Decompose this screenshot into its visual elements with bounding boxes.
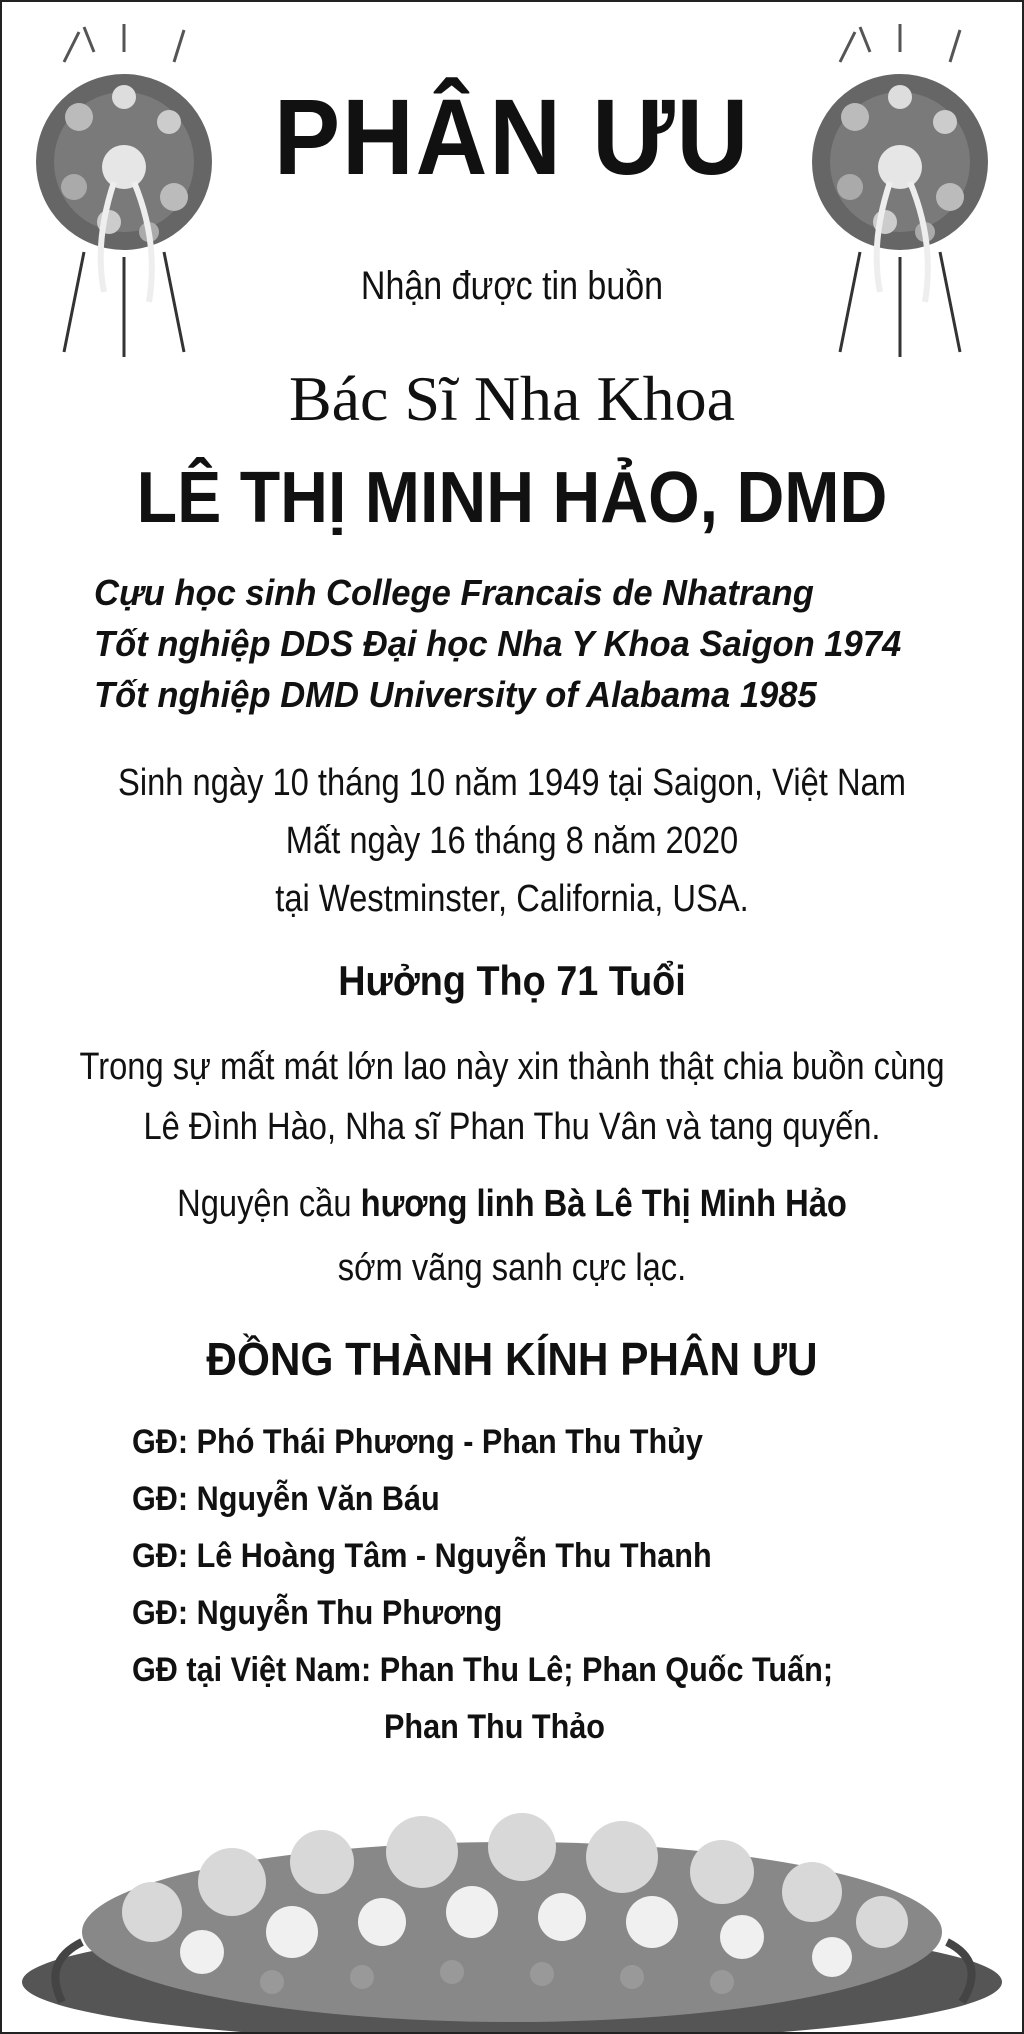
family-item: GĐ tại Việt Nam: Phan Thu Lê; Phan Quốc Tuấn;: [132, 1651, 834, 1689]
education-item: Tốt nghiệp DMD University of Alabama 1985: [94, 674, 817, 715]
education-item: Tốt nghiệp DDS Đại học Nha Y Khoa Saigon 1974: [94, 623, 902, 664]
notice-title: PHÂN ƯU: [273, 76, 751, 197]
birth-line: Sinh ngày 10 tháng 10 năm 1949 tại Saigon, Việt Nam: [118, 762, 906, 804]
families-list: [132, 1414, 833, 1756]
family-item: GĐ: Nguyễn Thu Phương: [132, 1594, 503, 1632]
family-item: GĐ: Nguyễn Văn Báu: [132, 1480, 440, 1518]
deceased-title: Bác Sĩ Nha Khoa: [288, 363, 736, 434]
condolence-line: Trong sự mất mát lớn lao này xin thành thật chia buồn cùng: [79, 1046, 945, 1088]
life-dates: [73, 754, 950, 928]
education-list: [94, 567, 901, 720]
age-line: Hưởng Thọ 71 Tuổi: [338, 957, 686, 1004]
flower-arrangement-icon: [2, 1732, 1022, 2032]
family-item-continuation: Phan Thu Thảo: [384, 1708, 605, 1746]
education-item: Cựu học sinh College Francais de Nhatrang: [94, 572, 814, 613]
deceased-name: LÊ THỊ MINH HẢO, DMD: [136, 458, 888, 538]
death-line: Mất ngày 16 tháng 8 năm 2020: [285, 820, 739, 862]
prayer-line-2: sớm vãng sanh cực lạc.: [337, 1247, 687, 1289]
family-item: GĐ: Lê Hoàng Tâm - Nguyễn Thu Thanh: [132, 1537, 712, 1575]
family-item: GĐ: Phó Thái Phương - Phan Thu Thủy: [132, 1423, 703, 1461]
death-place-line: tại Westminster, California, USA.: [275, 878, 749, 920]
prayer-prefix: Nguyện cầu: [177, 1183, 361, 1225]
prayer-line: [73, 1172, 950, 1236]
condolence-line: Lê Đình Hào, Nha sĩ Phan Thu Vân và tang quyến.: [143, 1106, 881, 1148]
prayer-text: [73, 1172, 950, 1300]
prayer-bold: hương linh Bà Lê Thị Minh Hảo: [360, 1183, 847, 1225]
intro-text: Nhận được tin buồn: [360, 264, 664, 308]
closing-heading: ĐỒNG THÀNH KÍNH PHÂN ƯU: [206, 1333, 818, 1385]
condolence-text: [73, 1037, 950, 1157]
